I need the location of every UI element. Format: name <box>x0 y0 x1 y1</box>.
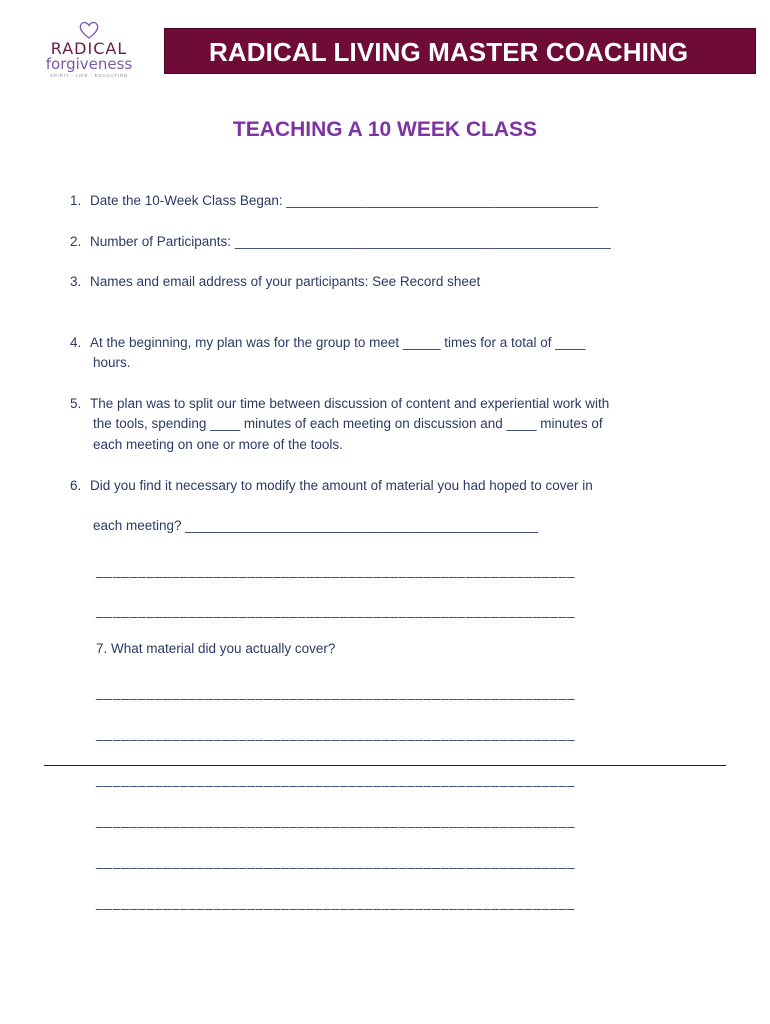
page-divider <box>44 765 726 766</box>
question-text: Date the 10-Week Class Began: <box>90 193 287 208</box>
question-text-line-2: the tools, spending ____ minutes of each meeting on discussion and ____ minutes of <box>93 416 603 431</box>
answer-blank: _______________________________________________ <box>234 234 612 249</box>
page-title: TEACHING A 10 WEEK CLASS <box>232 118 538 141</box>
question-number: 3. <box>70 274 82 289</box>
radical-forgiveness-logo <box>36 20 142 84</box>
question-text: Number of Participants: <box>90 234 235 249</box>
question-text-line-1: The plan was to split our time between discussion of content and experiential work with <box>90 396 610 411</box>
question-number: 6. <box>70 478 82 493</box>
answer-line[interactable]: _________________________________________________________ <box>96 685 576 700</box>
question-text-line-3: each meeting on one or more of the tools. <box>93 437 343 452</box>
question-7: 7. What material did you actually cover? <box>96 641 336 656</box>
heart-icon <box>78 20 100 40</box>
answer-line[interactable]: _________________________________________________________ <box>96 563 576 578</box>
answer-line[interactable]: _________________________________________________________ <box>96 603 576 618</box>
answer-line[interactable]: _________________________________________________________ <box>96 854 576 869</box>
answer-line[interactable]: _________________________________________________________ <box>96 772 576 787</box>
logo-tagline: SPIRIT · LIFE · EDUCATION <box>49 73 129 78</box>
question-number: 1. <box>70 193 82 208</box>
header-banner: RADICAL LIVING MASTER COACHING <box>164 28 756 74</box>
question-text-line-2: each meeting? _______________________________________________ <box>93 518 539 533</box>
question-text-line-1: Did you find it necessary to modify the amount of material you had hoped to cover in <box>90 478 593 493</box>
question-number: 5. <box>70 396 82 411</box>
question-text-row <box>90 191 690 212</box>
answer-blank: _______________________________________ <box>286 193 599 208</box>
answer-line[interactable]: _________________________________________________________ <box>96 813 576 828</box>
answer-line[interactable]: _________________________________________________________ <box>96 895 576 910</box>
question-text: Names and email address of your participants: See Record sheet <box>90 274 481 289</box>
question-text-line-2: hours. <box>93 355 131 370</box>
question-text-row <box>90 232 690 253</box>
logo-line-1: RADICAL <box>50 39 128 58</box>
question-number: 2. <box>70 234 82 249</box>
question-number: 4. <box>70 335 82 350</box>
logo-line-2: forgiveness <box>45 55 133 73</box>
answer-line[interactable]: _________________________________________________________ <box>96 726 576 741</box>
question-text-line-1: At the beginning, my plan was for the group to meet _____ times for a total of ____ <box>90 335 586 350</box>
